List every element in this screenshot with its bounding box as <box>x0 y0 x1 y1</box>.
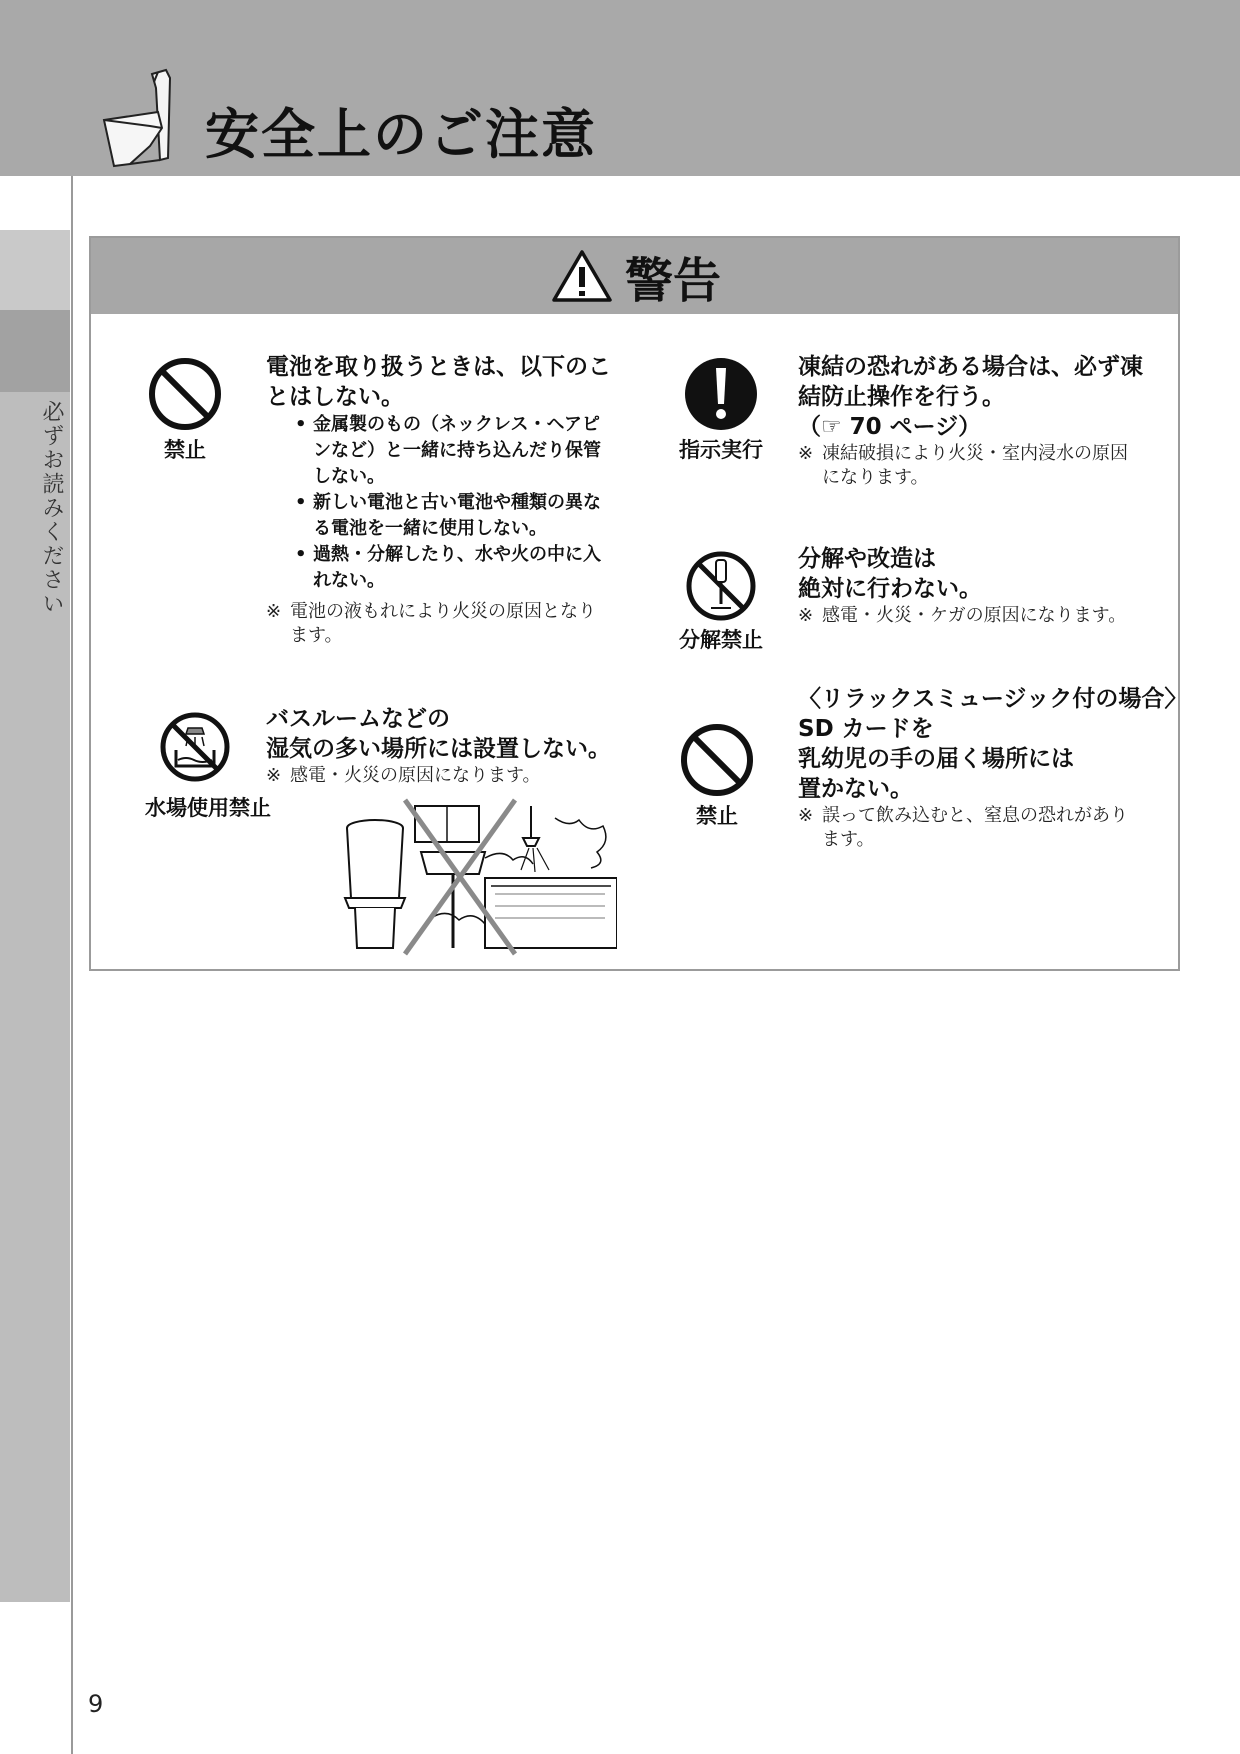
note <box>266 600 596 648</box>
title-line: 乳幼児の手の届く場所には <box>798 746 1074 772</box>
note-line: ます。 <box>822 829 875 850</box>
side-divider <box>71 176 73 1754</box>
warning-box <box>89 236 1188 971</box>
item-title <box>266 352 611 412</box>
title-line: 湿気の多い場所には設置しない。 <box>266 736 611 762</box>
bullet-line: • 新しい電池と古い電池や種類の異な <box>313 492 601 513</box>
note-line: 凍結破損により火災・室内浸水の原因 <box>822 443 1128 464</box>
warning-triangle-icon <box>551 249 613 303</box>
note-line: 電池の液もれにより火災の原因となり <box>290 601 596 622</box>
note-mark: ※ <box>266 601 282 622</box>
note <box>798 442 1128 490</box>
mandatory-action-icon <box>683 356 759 432</box>
no-disassembly-icon <box>685 550 757 622</box>
note-line: ます。 <box>290 625 343 646</box>
bullet-line: • 金属製のもの（ネックレス・ヘアピ <box>313 414 600 435</box>
bullet-line: • 過熱・分解したり、水や火の中に入 <box>313 544 601 565</box>
page-number: 9 <box>88 1690 104 1718</box>
symbol-label: 水場使用禁止 <box>145 796 271 820</box>
bullet-list <box>293 412 601 594</box>
title-line: SD カードを <box>798 716 934 742</box>
title-line: 分解や改造は <box>798 546 936 572</box>
symbol-mandatory <box>661 356 781 464</box>
note-line: 感電・火災・ケガの原因になります。 <box>822 605 1127 626</box>
title-line: 電池を取り扱うときは、以下のこ <box>266 354 611 380</box>
title-line: 置かない。 <box>798 776 913 802</box>
bathroom-illustration <box>335 798 617 958</box>
side-section-label: 必ずお読みください <box>39 400 64 616</box>
symbol-label: 分解禁止 <box>679 628 763 652</box>
prohibition-icon <box>147 356 223 432</box>
prohibition-icon <box>679 722 755 798</box>
warning-title: 警告 <box>625 252 722 309</box>
title-line: 絶対に行わない。 <box>798 576 982 602</box>
note-line: 誤って飲み込むと、窒息の恐れがあり <box>822 805 1128 826</box>
title-line: バスルームなどの <box>266 706 450 732</box>
page-title: 安全上のご注意 <box>205 103 597 166</box>
note-mark: ※ <box>798 443 814 464</box>
note <box>266 764 541 788</box>
warning-header <box>91 238 1178 314</box>
symbol-label: 禁止 <box>164 438 206 462</box>
title-line: とはしない。 <box>266 384 404 410</box>
list-item <box>293 490 601 542</box>
header-band <box>0 0 1240 176</box>
note-mark: ※ <box>798 805 814 826</box>
symbol-prohibition <box>657 722 777 830</box>
toilet-icon <box>100 68 180 168</box>
item-title <box>798 352 1143 442</box>
note-mark: ※ <box>798 605 814 626</box>
note <box>798 804 1128 852</box>
symbol-no-disassembly <box>661 550 781 654</box>
bullet-line: しない。 <box>313 466 385 487</box>
symbol-prohibition <box>125 356 245 464</box>
list-item <box>293 412 601 490</box>
symbol-label: 禁止 <box>696 804 738 828</box>
title-line: 凍結の恐れがある場合は、必ず凍 <box>798 354 1143 380</box>
item-title <box>798 684 1188 804</box>
page-reference-link[interactable]: （☞ 70 ページ） <box>798 414 982 440</box>
note-mark: ※ <box>266 765 282 786</box>
bullet-line: ンなど）と一緒に持ち込んだり保管 <box>313 440 601 461</box>
title-line: 結防止操作を行う。 <box>798 384 1005 410</box>
list-item <box>293 542 601 594</box>
note-line: 感電・火災の原因になります。 <box>290 765 541 786</box>
item-title <box>798 544 982 604</box>
item-title <box>266 704 611 764</box>
title-line: 〈リラックスミュージック付の場合〉 <box>798 686 1188 712</box>
side-tab-current <box>0 310 70 392</box>
bullet-line: れない。 <box>313 570 385 591</box>
note <box>798 604 1126 628</box>
bullet-line: る電池を一緒に使用しない。 <box>313 518 547 539</box>
symbol-no-wet-area <box>135 710 255 784</box>
side-tab-upper <box>0 230 70 310</box>
symbol-label: 指示実行 <box>679 438 763 462</box>
no-wet-area-icon <box>158 710 232 784</box>
note-line: になります。 <box>822 467 929 488</box>
